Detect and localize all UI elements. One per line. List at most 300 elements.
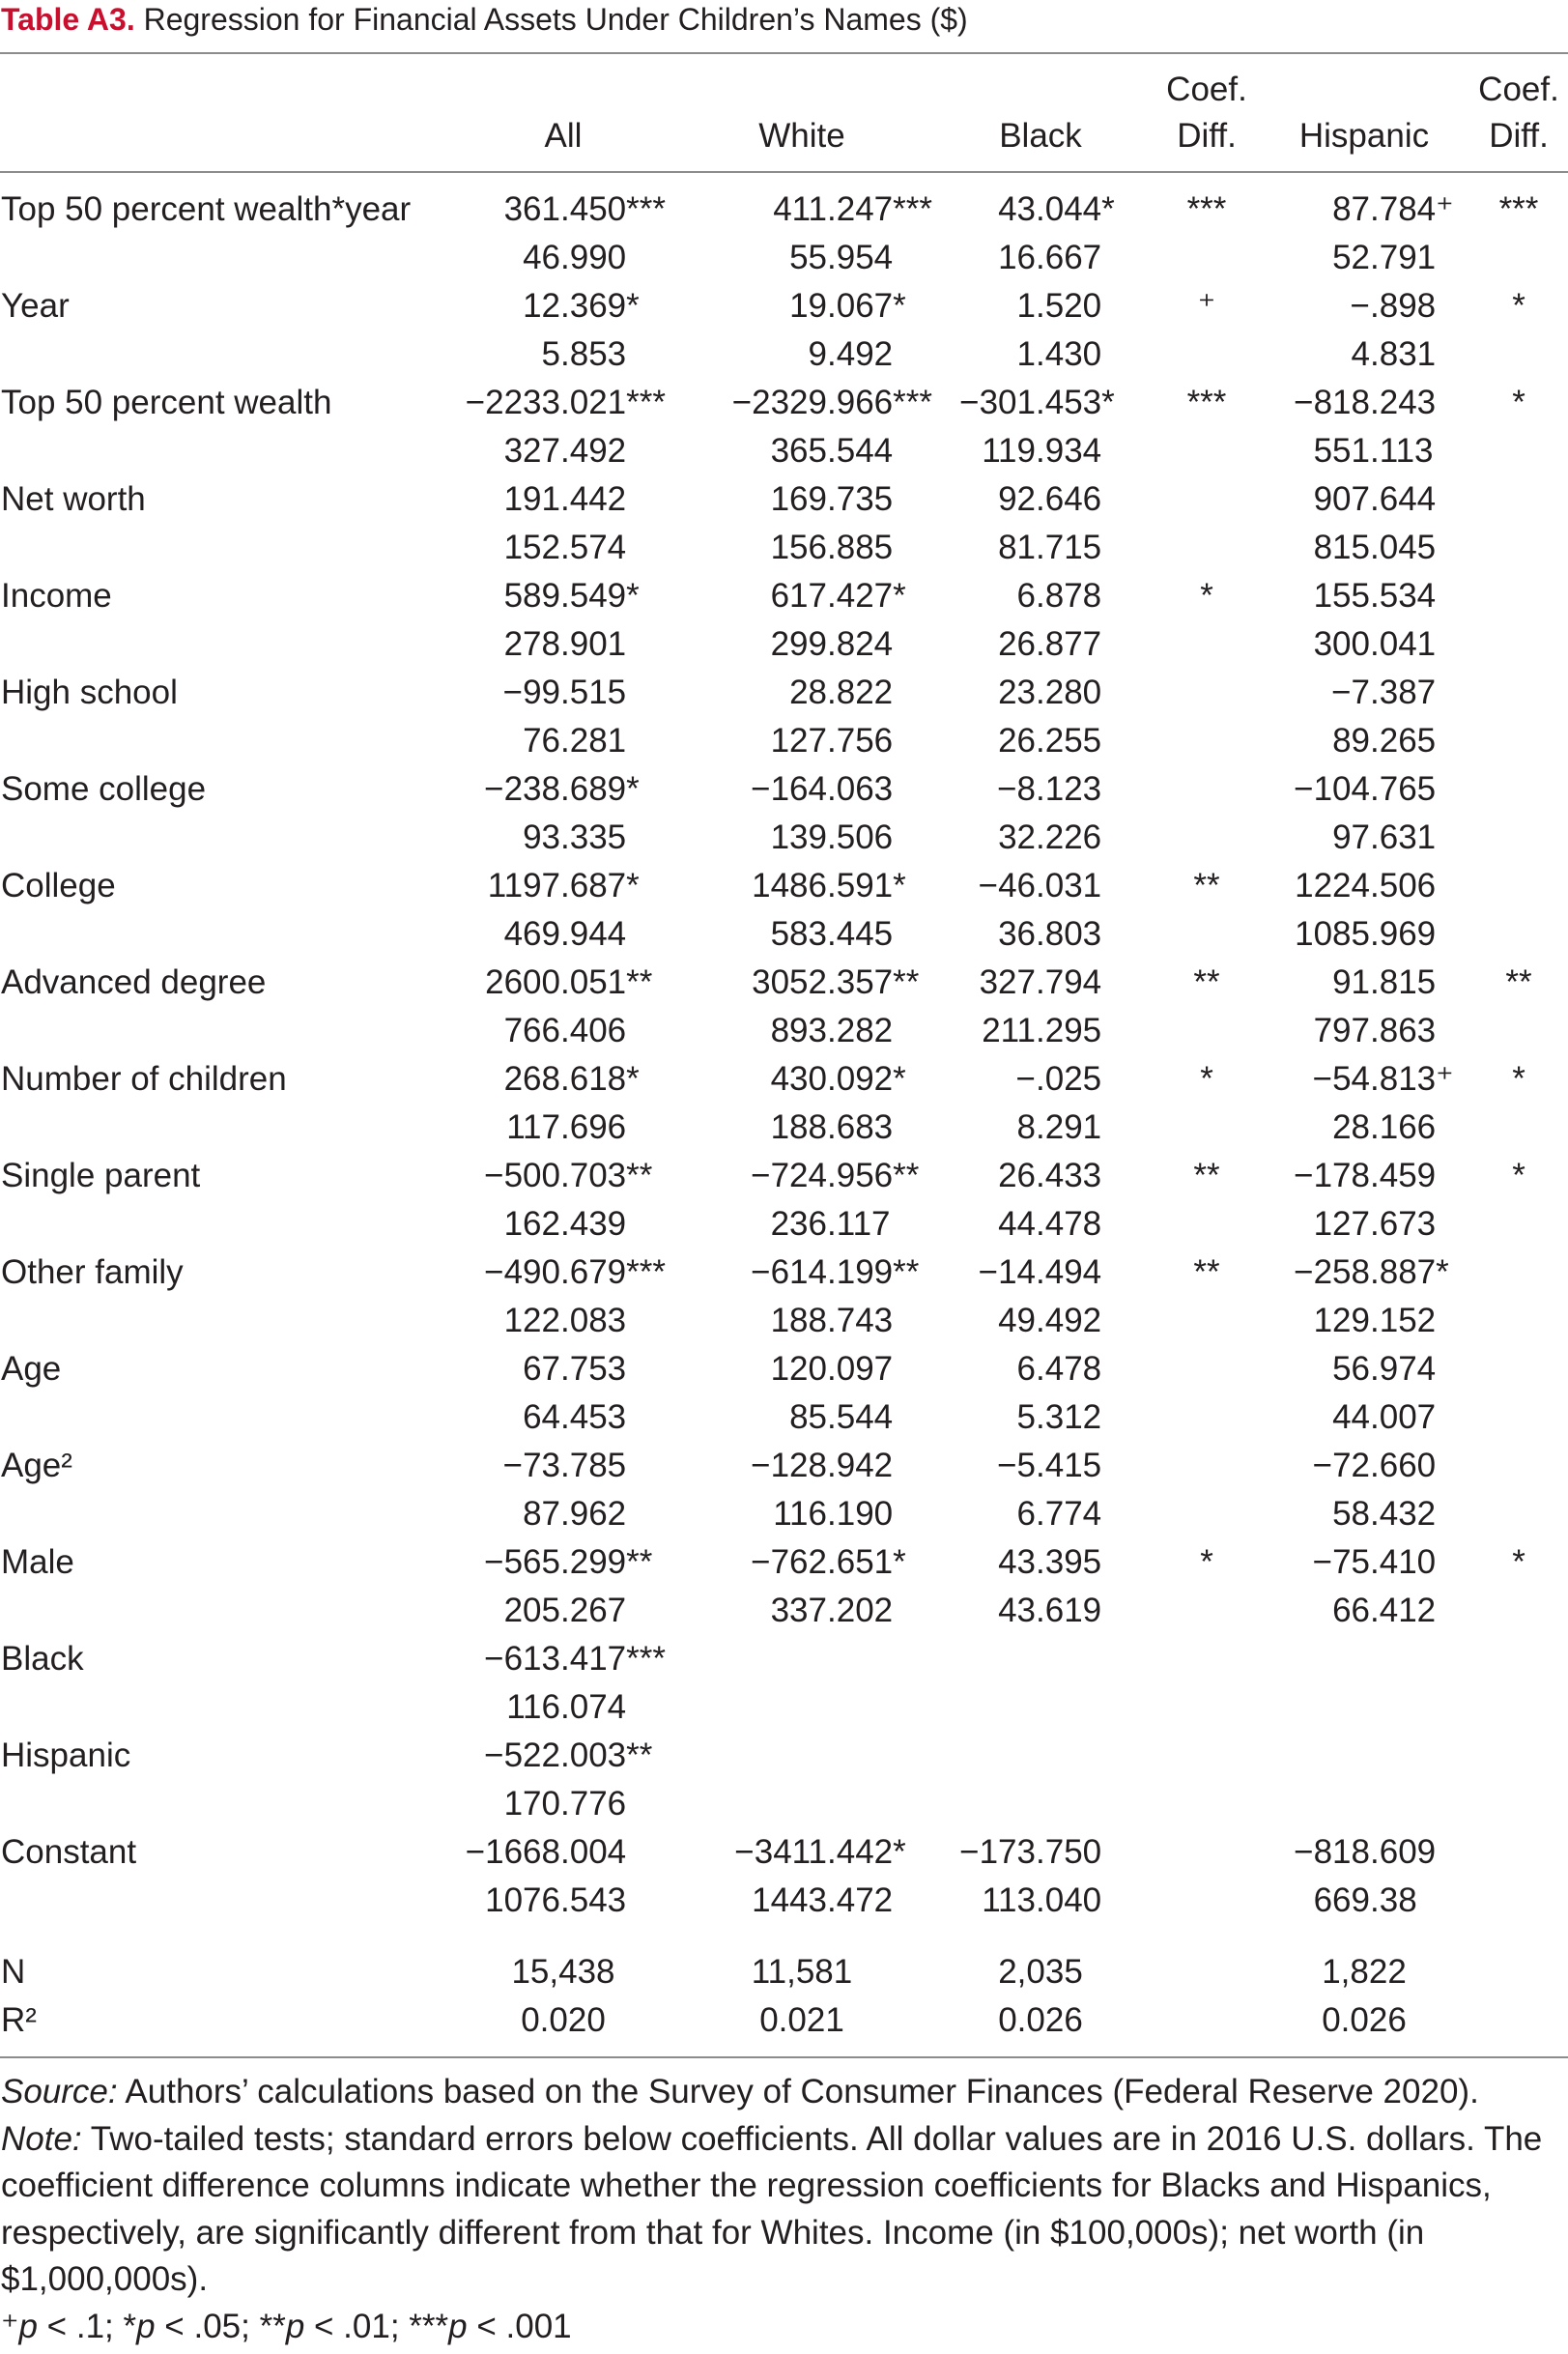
column-header-coef-diff-black-line1: Coef.: [1166, 71, 1247, 108]
significance-marker: ***: [626, 1640, 666, 1678]
value-integer-part: 361: [503, 190, 560, 228]
value-decimal-part: .863: [1370, 1012, 1437, 1049]
value-integer-part: 411: [773, 190, 827, 228]
value-integer-part: 44: [1332, 1398, 1370, 1436]
value-integer-part: 67: [523, 1350, 560, 1388]
coef-diff-marker: *: [1200, 577, 1213, 615]
value-decimal-part: .673: [1370, 1205, 1437, 1243]
value-integer-part: 16: [998, 239, 1036, 276]
value-decimal-part: .450***: [560, 190, 666, 228]
value-integer-part: 211: [982, 1012, 1036, 1049]
value-decimal-part: .774: [1036, 1495, 1102, 1533]
significance-marker: **: [893, 1253, 920, 1291]
standard-error-row: [0, 427, 1568, 475]
significance-marker: *: [893, 287, 906, 325]
value-integer-part: 44: [998, 1205, 1036, 1243]
value-integer-part: 1076: [485, 1881, 560, 1919]
value-decimal-part: .966***: [827, 384, 932, 421]
value-decimal-part: .312: [1036, 1398, 1102, 1436]
value-integer-part: −301: [959, 384, 1036, 421]
value-decimal-part: .753: [560, 1350, 627, 1388]
row-label: Number of children: [1, 1060, 287, 1098]
coefficient-row: [0, 1345, 1568, 1393]
row-label: Top 50 percent wealth*year: [1, 190, 412, 228]
value-integer-part: 46: [523, 239, 560, 276]
standard-error-row: [0, 1104, 1568, 1152]
value-decimal-part: .506: [827, 818, 894, 856]
value-decimal-part: .619: [1036, 1592, 1102, 1629]
value-integer-part: −164: [751, 770, 827, 808]
row-label: Male: [1, 1543, 74, 1581]
value-decimal-part: .472: [827, 1881, 894, 1919]
value-integer-part: 28: [789, 674, 827, 711]
significance-marker: **: [893, 1157, 920, 1194]
value-integer-part: 43: [998, 1592, 1036, 1629]
coef-diff-marker: ***: [1498, 190, 1539, 228]
summary-value: 0.026: [998, 2001, 1083, 2039]
coefficient-row: [0, 572, 1568, 620]
standard-error-row: [0, 1393, 1568, 1442]
row-label: Other family: [1, 1253, 184, 1291]
column-header-hispanic: Hispanic: [1298, 117, 1430, 155]
value-integer-part: 365: [770, 432, 827, 470]
value-decimal-part: .776: [560, 1785, 627, 1823]
significance-marker: ⁺: [1436, 190, 1454, 228]
value-integer-part: 120: [770, 1350, 827, 1388]
value-decimal-part: .813⁺: [1370, 1060, 1454, 1098]
coef-diff-marker: *: [1512, 287, 1525, 325]
value-integer-part: −104: [1294, 770, 1370, 808]
standard-error-row: [0, 1490, 1568, 1538]
value-decimal-part: .784⁺: [1370, 190, 1454, 228]
value-decimal-part: .282: [827, 1012, 894, 1049]
value-integer-part: 85: [789, 1398, 827, 1436]
value-decimal-part: .357**: [827, 963, 920, 1001]
value-integer-part: 81: [998, 529, 1036, 566]
value-integer-part: 127: [770, 722, 827, 760]
significance-marker: *: [626, 867, 640, 904]
coef-diff-marker: **: [1193, 963, 1220, 1001]
value-decimal-part: .265: [1370, 722, 1437, 760]
value-decimal-part: .226: [1036, 818, 1102, 856]
value-integer-part: 23: [998, 674, 1036, 711]
coefficient-row: [0, 282, 1568, 330]
value-integer-part: 1085: [1295, 915, 1370, 953]
column-header-coef-diff-hispanic-line1: Coef.: [1478, 71, 1559, 108]
value-decimal-part: .117: [827, 1205, 891, 1243]
column-header-all: All: [544, 117, 583, 155]
value-integer-part: 5: [541, 335, 560, 373]
value-decimal-part: .544: [827, 432, 894, 470]
value-integer-part: 6: [1016, 1495, 1036, 1533]
value-integer-part: −173: [959, 1833, 1036, 1871]
row-label: College: [1, 867, 116, 904]
coef-diff-marker: ***: [1186, 190, 1227, 228]
value-decimal-part: .406: [560, 1012, 627, 1049]
significance-marker: **: [626, 1737, 653, 1774]
value-integer-part: 119: [982, 432, 1036, 470]
value-integer-part: −75: [1312, 1543, 1370, 1581]
standard-error-row: [0, 330, 1568, 379]
value-decimal-part: .494: [1036, 1253, 1102, 1291]
value-decimal-part: .025: [1036, 1060, 1102, 1098]
summary-label: R²: [1, 2001, 37, 2039]
coef-diff-marker: *: [1200, 1060, 1213, 1098]
summary-value: 11,581: [751, 1953, 853, 1991]
value-integer-part: 66: [1332, 1592, 1370, 1629]
value-integer-part: 300: [1313, 625, 1370, 663]
value-integer-part: 327: [979, 963, 1036, 1001]
value-decimal-part: .574: [560, 529, 627, 566]
row-label: Top 50 percent wealth: [1, 384, 332, 421]
significance-marker: *: [893, 577, 906, 615]
value-decimal-part: .202: [827, 1592, 894, 1629]
value-decimal-part: .942: [827, 1447, 894, 1484]
column-header-coef-diff-hispanic-line2: Diff.: [1489, 117, 1549, 155]
value-integer-part: 36: [998, 915, 1036, 953]
value-integer-part: 797: [1313, 1012, 1370, 1049]
coef-diff-marker: *: [1512, 1060, 1525, 1098]
significance-marker: *: [626, 1060, 640, 1098]
row-label: Income: [1, 577, 112, 615]
value-integer-part: 156: [770, 529, 827, 566]
value-integer-part: −724: [751, 1157, 827, 1194]
value-decimal-part: .750: [1036, 1833, 1102, 1871]
value-integer-part: 3052: [752, 963, 827, 1001]
value-decimal-part: .478: [1036, 1205, 1102, 1243]
value-decimal-part: .051**: [560, 963, 653, 1001]
value-integer-part: −818: [1294, 384, 1370, 421]
coef-diff-marker: *: [1512, 384, 1525, 421]
value-integer-part: −762: [751, 1543, 827, 1581]
value-decimal-part: .295: [1036, 1012, 1102, 1049]
value-integer-part: 87: [1332, 190, 1370, 228]
value-decimal-part: .247***: [827, 190, 932, 228]
value-decimal-part: .074: [560, 1688, 627, 1726]
row-label: Some college: [1, 770, 207, 808]
value-decimal-part: .651*: [827, 1543, 906, 1581]
value-decimal-part: .506: [1370, 867, 1437, 904]
value-decimal-part: .255: [1036, 722, 1102, 760]
value-integer-part: 893: [770, 1012, 827, 1049]
value-integer-part: 52: [1332, 239, 1370, 276]
value-integer-part: 469: [503, 915, 560, 953]
significance-marker: ***: [626, 1253, 666, 1291]
summary-value: 15,438: [511, 1953, 615, 1991]
value-decimal-part: .703**: [560, 1157, 653, 1194]
standard-error-row: [0, 620, 1568, 669]
value-integer-part: −500: [484, 1157, 560, 1194]
value-integer-part: 64: [523, 1398, 560, 1436]
value-decimal-part: .791: [1370, 239, 1437, 276]
coefficient-row: [0, 379, 1568, 427]
value-decimal-part: .765: [1370, 770, 1437, 808]
value-decimal-part: .492: [560, 432, 627, 470]
value-integer-part: −613: [484, 1640, 560, 1678]
row-label: Black: [1, 1640, 84, 1678]
value-integer-part: 117: [506, 1108, 560, 1146]
value-integer-part: 299: [770, 625, 827, 663]
value-decimal-part: .152: [1370, 1302, 1437, 1339]
summary-value: 0.026: [1322, 2001, 1407, 2039]
value-decimal-part: .430: [1036, 335, 1102, 373]
value-decimal-part: .040: [1036, 1881, 1102, 1919]
value-integer-part: 188: [770, 1108, 827, 1146]
significance-marker: ***: [893, 384, 932, 421]
standard-error-row: [0, 1007, 1568, 1055]
value-integer-part: 236: [770, 1205, 827, 1243]
value-integer-part: 583: [770, 915, 827, 953]
value-integer-part: 155: [1313, 577, 1370, 615]
value-decimal-part: .113: [1370, 432, 1434, 470]
value-integer-part: −46: [978, 867, 1036, 904]
value-integer-part: 127: [1313, 1205, 1370, 1243]
value-decimal-part: .267: [560, 1592, 627, 1629]
value-integer-part: 278: [503, 625, 560, 663]
value-integer-part: 8: [1016, 1108, 1036, 1146]
value-decimal-part: .063: [827, 770, 894, 808]
significance-marker: *: [893, 1060, 906, 1098]
value-integer-part: 4: [1351, 335, 1370, 373]
value-integer-part: 152: [503, 529, 560, 566]
value-decimal-part: .335: [560, 818, 627, 856]
value-integer-part: 162: [503, 1205, 560, 1243]
value-integer-part: 87: [523, 1495, 560, 1533]
value-integer-part: 1224: [1295, 867, 1370, 904]
row-label: Constant: [1, 1833, 137, 1871]
value-decimal-part: .520: [1036, 287, 1102, 325]
value-integer-part: −614: [751, 1253, 827, 1291]
significance-symbol: ***: [409, 2307, 449, 2345]
value-integer-part: 907: [1313, 480, 1370, 518]
value-decimal-part: .822: [827, 674, 894, 711]
value-integer-part: 55: [789, 239, 827, 276]
value-decimal-part: .544: [827, 1398, 894, 1436]
value-decimal-part: .280: [1036, 674, 1102, 711]
value-decimal-part: .445: [827, 915, 894, 953]
significance-marker: *: [1101, 190, 1115, 228]
table-title: [1, 0, 968, 39]
coefficient-row: [0, 1732, 1568, 1780]
value-decimal-part: .885: [827, 529, 894, 566]
standard-error-row: [0, 1297, 1568, 1345]
value-integer-part: 92: [998, 480, 1036, 518]
value-integer-part: 116: [773, 1495, 827, 1533]
coef-diff-marker: **: [1193, 867, 1220, 904]
value-decimal-part: .395: [1036, 1543, 1102, 1581]
value-decimal-part: .492: [827, 335, 894, 373]
row-label: Hispanic: [1, 1737, 131, 1774]
value-integer-part: 669: [1313, 1881, 1370, 1919]
value-decimal-part: .097: [827, 1350, 894, 1388]
value-integer-part: 327: [503, 432, 560, 470]
value-integer-part: −565: [484, 1543, 560, 1581]
value-decimal-part: .687*: [560, 867, 640, 904]
source-text: Authors’ calculations based on the Survey of Consumer Finances (Federal Reserve 2020).: [125, 2073, 1479, 2110]
value-decimal-part: .679***: [560, 1253, 666, 1291]
value-integer-part: 169: [770, 480, 827, 518]
value-integer-part: −54: [1312, 1060, 1370, 1098]
coefficient-row: [0, 475, 1568, 524]
significance-symbol: *: [123, 2307, 137, 2345]
coefficient-row: [0, 765, 1568, 814]
value-decimal-part: .432: [1370, 1495, 1437, 1533]
significance-symbol: **: [259, 2307, 286, 2345]
value-integer-part: 188: [770, 1302, 827, 1339]
value-integer-part: −5: [997, 1447, 1036, 1484]
value-integer-part: 12: [523, 287, 560, 325]
value-integer-part: 28: [1332, 1108, 1370, 1146]
coefficient-row: [0, 1055, 1568, 1104]
coefficient-row: [0, 1249, 1568, 1297]
coefficient-row: [0, 1635, 1568, 1683]
value-decimal-part: .031: [1036, 867, 1102, 904]
value-integer-part: −522: [484, 1737, 560, 1774]
row-label: Age²: [1, 1447, 72, 1484]
value-decimal-part: .646: [1036, 480, 1102, 518]
significance-marker: ***: [893, 190, 932, 228]
value-integer-part: 43: [998, 1543, 1036, 1581]
significance-marker: **: [626, 963, 653, 1001]
summary-label: N: [1, 1953, 26, 1991]
value-integer-part: 268: [503, 1060, 560, 1098]
value-integer-part: −818: [1294, 1833, 1370, 1871]
value-integer-part: 139: [770, 818, 827, 856]
value-decimal-part: .689*: [560, 770, 640, 808]
header-rule: [0, 171, 1568, 173]
value-decimal-part: .794: [1036, 963, 1102, 1001]
summary-row: [0, 1996, 1568, 2045]
row-label: Age: [1, 1350, 62, 1388]
value-integer-part: 766: [503, 1012, 560, 1049]
value-decimal-part: .369*: [560, 287, 640, 325]
value-decimal-part: .083: [560, 1302, 627, 1339]
value-decimal-part: .123: [1036, 770, 1102, 808]
value-decimal-part: .459: [1370, 1157, 1437, 1194]
standard-error-row: [0, 717, 1568, 765]
value-decimal-part: .591*: [827, 867, 906, 904]
standard-error-row: [0, 234, 1568, 282]
value-integer-part: −99: [502, 674, 560, 711]
value-integer-part: −: [1350, 287, 1370, 325]
value-integer-part: −7: [1331, 674, 1370, 711]
value-decimal-part: .877: [1036, 625, 1102, 663]
value-integer-part: −14: [978, 1253, 1036, 1291]
value-decimal-part: .534: [1370, 577, 1437, 615]
standard-error-row: [0, 1780, 1568, 1828]
value-decimal-part: .291: [1036, 1108, 1102, 1146]
coefficient-row: [0, 862, 1568, 910]
value-integer-part: 26: [998, 625, 1036, 663]
value-integer-part: −2329: [731, 384, 827, 421]
value-integer-part: 617: [770, 577, 827, 615]
value-integer-part: 116: [506, 1688, 560, 1726]
value-decimal-part: .299**: [560, 1543, 653, 1581]
value-decimal-part: .453*: [1036, 384, 1115, 421]
value-integer-part: 5: [1016, 1398, 1036, 1436]
coefficient-row: [0, 186, 1568, 234]
value-decimal-part: .974: [1370, 1350, 1437, 1388]
value-integer-part: 93: [523, 818, 560, 856]
value-integer-part: 1197: [487, 867, 560, 904]
value-integer-part: 1486: [752, 867, 827, 904]
significance-marker: *: [893, 867, 906, 904]
column-header-black: Black: [999, 117, 1082, 155]
value-decimal-part: .387: [1370, 674, 1437, 711]
value-decimal-part: .243: [1370, 384, 1437, 421]
table-number: Table A3.: [1, 2, 135, 37]
value-integer-part: 113: [982, 1881, 1036, 1919]
row-label: Year: [1, 287, 70, 325]
value-decimal-part: .492: [1036, 1302, 1102, 1339]
value-decimal-part: .092*: [827, 1060, 906, 1098]
value-decimal-part: .38: [1370, 1881, 1417, 1919]
value-integer-part: 32: [998, 818, 1036, 856]
significance-marker: *: [893, 1833, 906, 1871]
value-integer-part: 205: [503, 1592, 560, 1629]
value-integer-part: 58: [1332, 1495, 1370, 1533]
value-decimal-part: .478: [1036, 1350, 1102, 1388]
value-decimal-part: .944: [560, 915, 627, 953]
row-label: High school: [1, 674, 178, 711]
value-integer-part: 1: [1016, 287, 1036, 325]
value-integer-part: 122: [503, 1302, 560, 1339]
significance-marker: ***: [626, 384, 666, 421]
value-decimal-part: .887*: [1370, 1253, 1449, 1291]
coefficient-row: [0, 959, 1568, 1007]
summary-value: 2,035: [998, 1953, 1083, 1991]
standard-error-row: [0, 814, 1568, 862]
value-decimal-part: .433: [1036, 1157, 1102, 1194]
value-decimal-part: .004: [560, 1833, 627, 1871]
value-decimal-part: .756: [827, 722, 894, 760]
value-decimal-part: .021***: [560, 384, 666, 421]
coef-diff-marker: ⁺: [1197, 287, 1216, 325]
value-decimal-part: .618*: [560, 1060, 640, 1098]
value-integer-part: 1: [1016, 335, 1036, 373]
value-decimal-part: .898: [1370, 287, 1437, 325]
value-integer-part: 9: [808, 335, 827, 373]
value-integer-part: 97: [1332, 818, 1370, 856]
value-integer-part: 430: [770, 1060, 827, 1098]
value-integer-part: 191: [503, 480, 560, 518]
value-integer-part: 815: [1313, 529, 1370, 566]
value-decimal-part: .412: [1370, 1592, 1437, 1629]
value-decimal-part: .417***: [560, 1640, 666, 1678]
value-decimal-part: .853: [560, 335, 627, 373]
value-decimal-part: .515: [560, 674, 627, 711]
standard-error-row: [0, 910, 1568, 959]
value-decimal-part: .442*: [827, 1833, 906, 1871]
value-integer-part: −8: [997, 770, 1036, 808]
significance-marker: *: [626, 770, 640, 808]
significance-marker: **: [893, 963, 920, 1001]
value-decimal-part: .415: [1036, 1447, 1102, 1484]
value-decimal-part: .743: [827, 1302, 894, 1339]
value-integer-part: 129: [1313, 1302, 1370, 1339]
value-decimal-part: .609: [1370, 1833, 1437, 1871]
value-integer-part: −73: [502, 1447, 560, 1484]
value-decimal-part: .715: [1036, 529, 1102, 566]
significance-legend: ⁺p < .1; *p < .05; **p < .01; ***p < .001: [1, 2307, 572, 2345]
value-decimal-part: .969: [1370, 915, 1437, 953]
value-decimal-part: .453: [560, 1398, 627, 1436]
value-integer-part: −: [1015, 1060, 1036, 1098]
value-decimal-part: .901: [560, 625, 627, 663]
value-integer-part: −490: [484, 1253, 560, 1291]
standard-error-row: [0, 1683, 1568, 1732]
value-integer-part: 2600: [485, 963, 560, 1001]
